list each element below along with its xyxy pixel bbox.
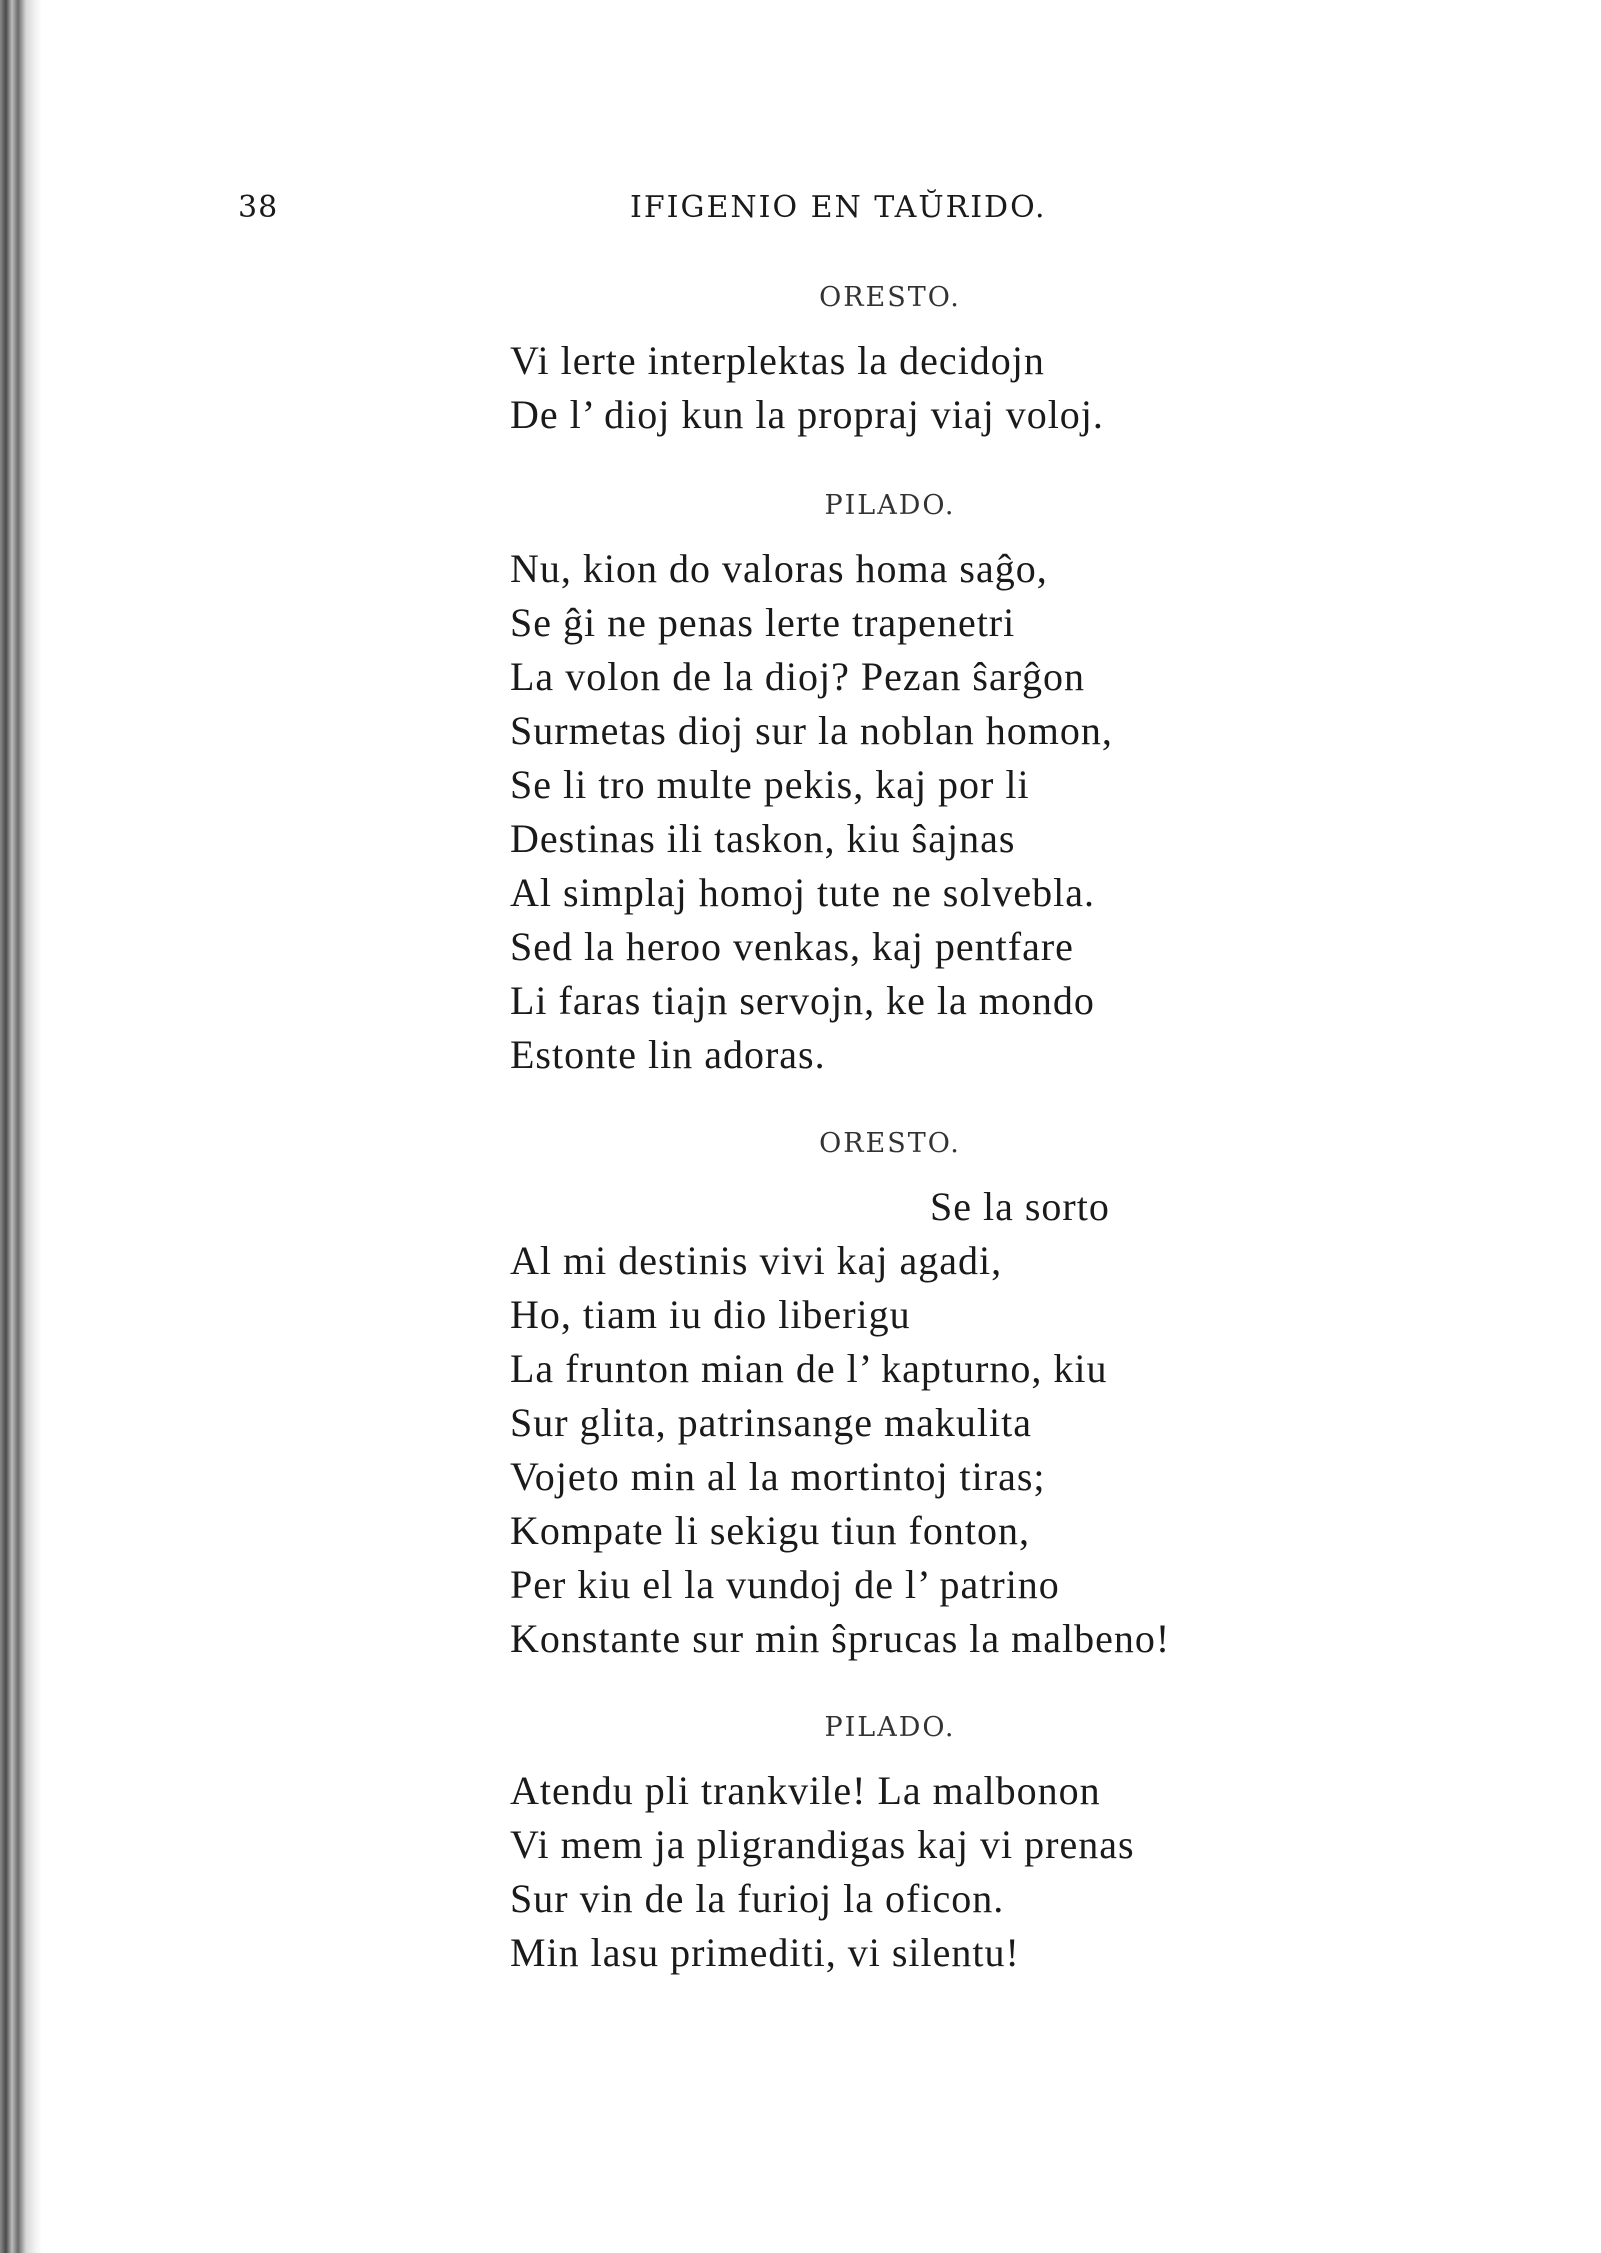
verse-line: Atendu pli trankvile! La malbonon (510, 1768, 1101, 1813)
verse-line: De l’ dioj kun la propraj viaj voloj. (510, 392, 1104, 437)
dialogue-section-2 (510, 490, 1310, 1082)
book-binding-edge (0, 0, 42, 2253)
verse-line: Nu, kion do valoras homa saĝo, (510, 546, 1048, 591)
verse-line: Estonte lin adoras. (510, 1032, 826, 1077)
speaker-name: PILADO. (824, 1712, 956, 1743)
dialogue-section-1 (510, 282, 1310, 442)
verse-line: Se ĝi ne penas lerte trapenetri (510, 600, 1016, 645)
verse-line-indented: Se la sorto (930, 1184, 1110, 1229)
speaker-name: ORESTO. (819, 1128, 961, 1159)
verse-line: Li faras tiajn servojn, ke la mondo (510, 978, 1095, 1023)
verse-line: Al mi destinis vivi kaj agadi, (510, 1238, 1003, 1283)
dialogue-section-4 (510, 1712, 1310, 1980)
verse-line: Vi lerte interplektas la decidojn (510, 338, 1045, 383)
verse-line: Per kiu el la vundoj de l’ patrino (510, 1562, 1060, 1607)
verse-line: Surmetas dioj sur la noblan homon, (510, 708, 1113, 753)
page-number: 38 (238, 190, 279, 225)
verse-line: Vi mem ja pligrandigas kaj vi prenas (510, 1822, 1135, 1867)
verse-line: La volon de la dioj? Pezan ŝarĝon (510, 654, 1086, 699)
verse-line: Vojeto min al la mortintoj tiras; (510, 1454, 1046, 1499)
verse-line: Al simplaj homoj tute ne solvebla. (510, 870, 1096, 915)
verse-line: Ho, tiam iu dio liberigu (510, 1292, 911, 1337)
verse-line: La frunton mian de l’ kapturno, kiu (510, 1346, 1108, 1391)
dialogue-section-3 (510, 1128, 1310, 1666)
verse-line: Se li tro multe pekis, kaj por li (510, 762, 1030, 807)
verse-line: Sur vin de la furioj la oficon. (510, 1876, 1005, 1921)
verse-line: Sed la heroo venkas, kaj pentfare (510, 924, 1074, 969)
verse-line: Kompate li sekigu tiun fonton, (510, 1508, 1030, 1553)
verse-line: Konstante sur min ŝprucas la malbeno! (510, 1616, 1171, 1661)
speaker-name: ORESTO. (819, 282, 961, 313)
running-title: IFIGENIO EN TAŬRIDO. (630, 190, 1047, 225)
page-header (0, 190, 1601, 240)
verse-line: Destinas ili taskon, kiu ŝajnas (510, 816, 1016, 861)
speaker-name: PILADO. (824, 490, 956, 521)
verse-line: Sur glita, patrinsange makulita (510, 1400, 1032, 1445)
verse-line: Min lasu primediti, vi silentu! (510, 1930, 1020, 1975)
